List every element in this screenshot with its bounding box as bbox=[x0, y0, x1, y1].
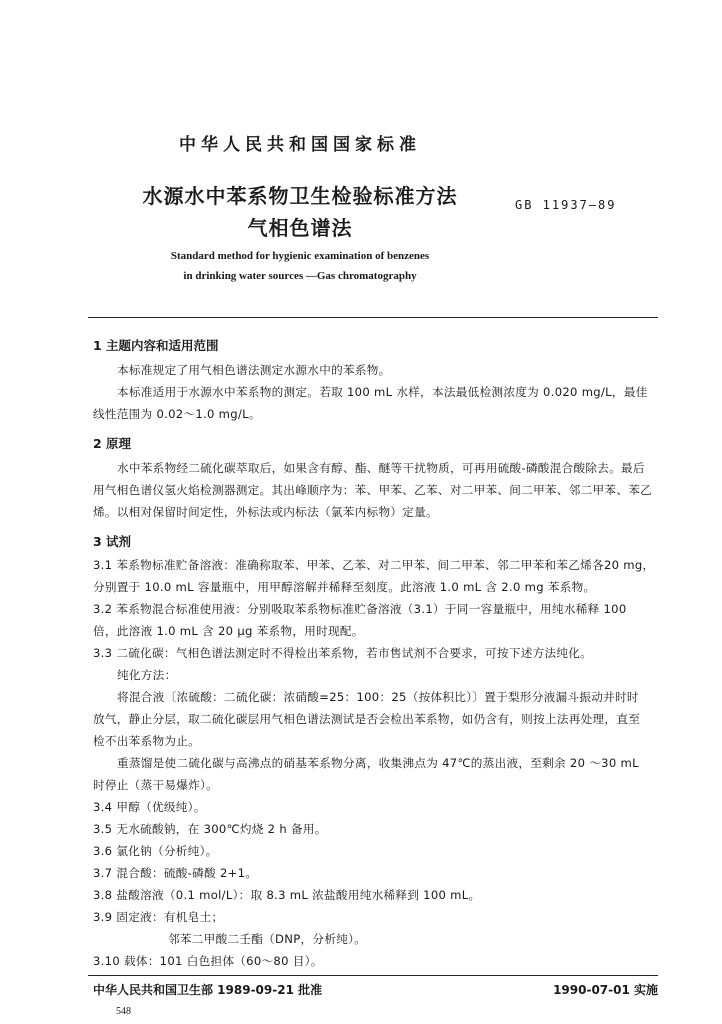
body-line: 本标准适用于水源水中苯系物的测定。若取 100 mL 水样，本法最低检测浓度为 0.020 mg/L，最佳 bbox=[117, 385, 648, 399]
section-heading: 2 原理 bbox=[93, 436, 132, 451]
page-number: 548 bbox=[116, 1006, 131, 1017]
body-line: 3.3 二硫化碳：气相色谱法测定时不得检出苯系物，若市售试剂不合要求，可按下述方法纯化。 bbox=[93, 646, 593, 660]
english-title-line-1: Standard method for hygienic examination of benzenes bbox=[170, 250, 430, 262]
body-line: 3.5 无水硫酸钠，在 300℃灼烧 2 h 备用。 bbox=[93, 822, 327, 836]
body-line: 检不出苯系物为止。 bbox=[93, 734, 201, 748]
footer-divider bbox=[88, 975, 658, 976]
header-divider bbox=[88, 317, 658, 318]
body-line: 本标准规定了用气相色谱法测定水源水中的苯系物。 bbox=[117, 363, 391, 377]
body-line: 3.6 氯化钠（分析纯）。 bbox=[93, 844, 218, 858]
body-line: 3.2 苯系物混合标准使用液：分别吸取苯系物标准贮备溶液（3.1）于同一容量瓶中，用纯水稀释 100 bbox=[93, 602, 627, 616]
document-subtitle: 气相色谱法 bbox=[247, 216, 353, 240]
body-line: 时停止（蒸干易爆炸）。 bbox=[93, 778, 219, 792]
body-line: 3.9 固定液：有机皂土； bbox=[93, 910, 224, 924]
body-line: 3.7 混合酸：硫酸-磷酸 2+1。 bbox=[93, 866, 258, 880]
body-line: 3.4 甲醇（优级纯）。 bbox=[93, 800, 206, 814]
body-line: 分别置于 10.0 mL 容量瓶中，用甲醇溶解并稀释至刻度。此溶液 1.0 mL 含 2.0 mg 苯系物。 bbox=[93, 580, 596, 594]
body-line: 重蒸馏是使二硫化碳与高沸点的硝基苯系物分离，收集沸点为 47℃的蒸出液，至剩余 20 ～30 mL bbox=[117, 756, 639, 770]
national-standard-header: 中华人民共和国国家标准 bbox=[179, 135, 421, 155]
document-title: 水源水中苯系物卫生检验标准方法 bbox=[142, 184, 458, 208]
body-line: 将混合液〔浓硫酸：二硫化碳：浓硝酸=25：100：25（按体积比）〕置于梨形分液漏斗振动并时时 bbox=[117, 690, 639, 704]
body-line: 纯化方法： bbox=[117, 668, 177, 682]
body-line: 邻苯二甲酸二壬酯（DNP，分析纯）。 bbox=[168, 932, 367, 946]
implementation-date: 1990-07-01 实施 bbox=[553, 983, 658, 997]
english-title-line-2: in drinking water sources —Gas chromatography bbox=[183, 270, 417, 282]
body-line: 烯。以相对保留时间定性，外标法或内标法（氯苯内标物）定量。 bbox=[93, 505, 438, 519]
section-heading: 3 试剂 bbox=[93, 534, 132, 549]
body-line: 3.10 载体：101 白色担体（60～80 目）。 bbox=[93, 954, 323, 968]
approval-note: 中华人民共和国卫生部 1989-09-21 批准 bbox=[93, 983, 323, 997]
body-line: 用气相色谱仪氢火焰检测器测定。其出峰顺序为：苯、甲苯、乙苯、对二甲苯、间二甲苯、邻二甲苯、苯乙 bbox=[93, 483, 653, 497]
body-line: 放气，静止分层，取二硫化碳层用气相色谱法测试是否会检出苯系物，如仍含有，则按上法再处理，直至 bbox=[93, 712, 641, 726]
body-line: 线性范围为 0.02～1.0 mg/L。 bbox=[93, 407, 261, 421]
body-line: 倍，此溶液 1.0 mL 含 20 μg 苯系物，用时现配。 bbox=[93, 624, 364, 638]
body-line: 水中苯系物经二硫化碳萃取后，如果含有醇、酯、醚等干扰物质，可再用硫酸-磷酸混合酸除去。最后 bbox=[117, 461, 645, 475]
body-line: 3.8 盐酸溶液（0.1 mol/L）：取 8.3 mL 浓盐酸用纯水稀释到 100 mL。 bbox=[93, 888, 481, 902]
body-line: 3.1 苯系物标准贮备溶液：准确称取苯、甲苯、乙苯、对二甲苯、间二甲苯、邻二甲苯和苯乙烯各20 mg， bbox=[93, 558, 655, 572]
standard-number: GB 11937—89 bbox=[515, 198, 617, 212]
section-heading: 1 主题内容和适用范围 bbox=[93, 338, 219, 353]
